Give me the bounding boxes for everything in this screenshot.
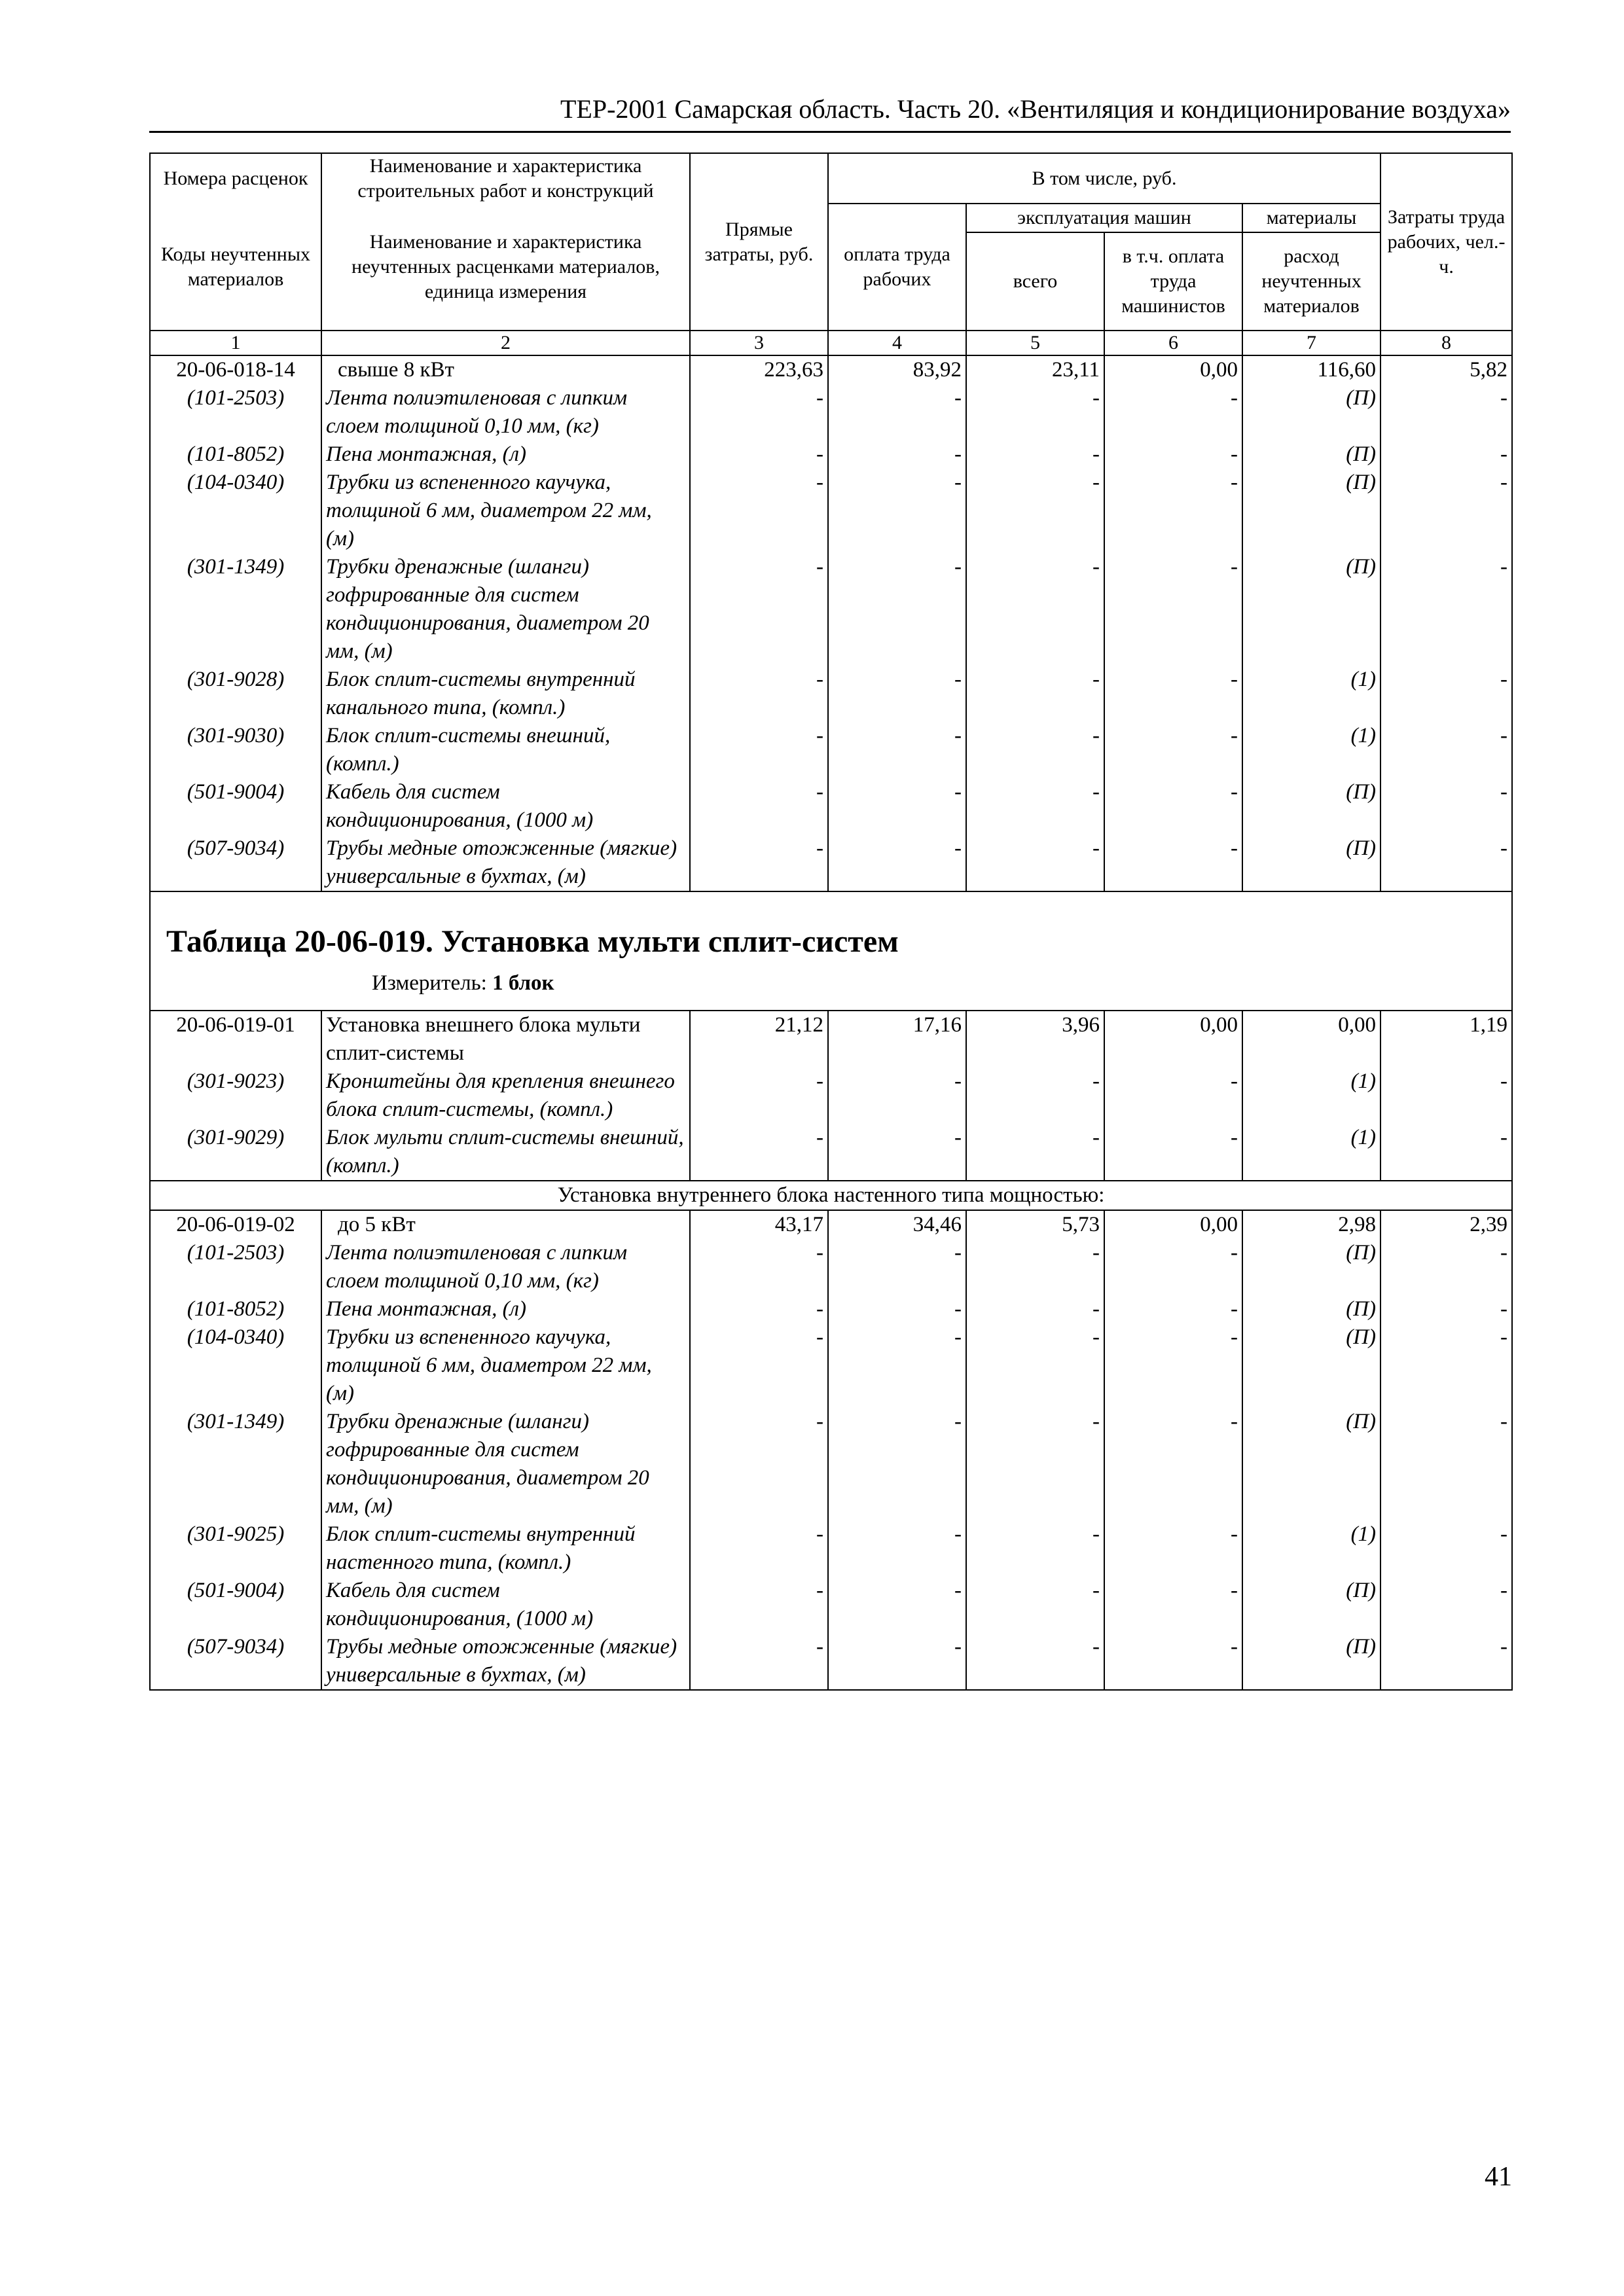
direct-costs-value: - — [690, 778, 828, 834]
materials-value: (П) — [1242, 469, 1380, 553]
labor-pay-value: - — [828, 384, 966, 440]
table-row-material — [150, 384, 1512, 440]
materials-value: (П) — [1242, 384, 1380, 440]
machines-total-value: - — [966, 1633, 1104, 1690]
col-number: 3 — [690, 331, 828, 355]
machines-operators-value: - — [1104, 1408, 1242, 1520]
direct-costs-value: - — [690, 1067, 828, 1124]
machines-operators-value: - — [1104, 1295, 1242, 1323]
labor-costs-value: - — [1380, 1577, 1512, 1633]
table-row-material — [150, 1323, 1512, 1408]
rate-code: (501-9004) — [150, 778, 321, 834]
machines-total-value: - — [966, 1408, 1104, 1520]
labor-costs-value: - — [1380, 1239, 1512, 1295]
direct-costs-value: - — [690, 1124, 828, 1181]
direct-costs-value: - — [690, 440, 828, 469]
labor-pay-value: - — [828, 469, 966, 553]
direct-costs-value: - — [690, 834, 828, 891]
rate-code: (301-9028) — [150, 666, 321, 722]
work-name: Кабель для систем кондиционирования, (1000 м) — [321, 778, 690, 834]
rate-code: (301-9029) — [150, 1124, 321, 1181]
machines-operators-value: - — [1104, 778, 1242, 834]
rate-code: (507-9034) — [150, 1633, 321, 1690]
labor-pay-value: - — [828, 722, 966, 778]
table-row-material — [150, 722, 1512, 778]
direct-costs-value: - — [690, 469, 828, 553]
table-row-material — [150, 666, 1512, 722]
machines-operators-value: - — [1104, 1239, 1242, 1295]
labor-costs-value: - — [1380, 778, 1512, 834]
unit-label: Измеритель: — [372, 971, 487, 995]
labor-pay-value: 34,46 — [828, 1210, 966, 1239]
machines-operators-value: - — [1104, 722, 1242, 778]
labor-pay-value: - — [828, 834, 966, 891]
labor-pay-value: - — [828, 666, 966, 722]
table-row-material — [150, 1124, 1512, 1181]
rate-code: (301-9025) — [150, 1520, 321, 1577]
labor-costs-value: - — [1380, 1067, 1512, 1124]
head-labor-pay: оплата труда рабочих — [828, 204, 966, 331]
rate-code: (301-9030) — [150, 722, 321, 778]
col-number: 7 — [1242, 331, 1380, 355]
rate-code: (301-1349) — [150, 553, 321, 666]
direct-costs-value: - — [690, 1577, 828, 1633]
head-col1-bottom: Коды неучтенных материалов — [150, 204, 321, 331]
col-number: 2 — [321, 331, 690, 355]
rate-code: (101-2503) — [150, 1239, 321, 1295]
running-header-text: ТЕР-2001 Самарская область. Часть 20. «Вентиляция и кондиционирование воздуха» — [560, 94, 1511, 124]
block-20-06-018-14 — [150, 355, 1512, 891]
direct-costs-value: - — [690, 666, 828, 722]
labor-costs-value: - — [1380, 1295, 1512, 1323]
table-row-material — [150, 834, 1512, 891]
block-20-06-019-01 — [150, 1011, 1512, 1181]
labor-costs-value: - — [1380, 1520, 1512, 1577]
machines-total-value: - — [966, 469, 1104, 553]
work-name: Пена монтажная, (л) — [321, 440, 690, 469]
work-name: Трубы медные отожженные (мягкие) универсальные в бухтах, (м) — [321, 1633, 690, 1690]
table-row-material — [150, 1067, 1512, 1124]
direct-costs-value: - — [690, 1295, 828, 1323]
head-materials: материалы — [1242, 204, 1380, 232]
table-row-material — [150, 1520, 1512, 1577]
labor-pay-value: - — [828, 1295, 966, 1323]
section-block — [150, 1181, 1512, 1210]
table-row-material — [150, 469, 1512, 553]
labor-pay-value: - — [828, 1408, 966, 1520]
machines-operators-value: - — [1104, 553, 1242, 666]
machines-total-value: 23,11 — [966, 355, 1104, 384]
block-20-06-019-02 — [150, 1210, 1512, 1690]
table-title-cell — [150, 891, 1512, 1011]
labor-pay-value: 83,92 — [828, 355, 966, 384]
materials-value: (1) — [1242, 722, 1380, 778]
work-name: Кронштейны для крепления внешнего блока сплит-системы, (компл.) — [321, 1067, 690, 1124]
direct-costs-value: - — [690, 1408, 828, 1520]
rate-code: (104-0340) — [150, 1323, 321, 1408]
work-name: Кабель для систем кондиционирования, (1000 м) — [321, 1577, 690, 1633]
table-unit — [151, 960, 1511, 997]
head-col2-top: Наименование и характеристика строительных работ и конструкций — [321, 153, 690, 204]
labor-pay-value: - — [828, 1239, 966, 1295]
col-number: 6 — [1104, 331, 1242, 355]
rate-code: (501-9004) — [150, 1577, 321, 1633]
materials-value: 116,60 — [1242, 355, 1380, 384]
work-name: Пена монтажная, (л) — [321, 1295, 690, 1323]
labor-costs-value: - — [1380, 440, 1512, 469]
machines-total-value: - — [966, 722, 1104, 778]
table-row-material — [150, 1239, 1512, 1295]
unit-value: 1 блок — [492, 971, 554, 995]
rate-code: (301-9023) — [150, 1067, 321, 1124]
table-row-material — [150, 1633, 1512, 1690]
machines-total-value: - — [966, 1295, 1104, 1323]
table-title-block — [150, 891, 1512, 1011]
table-row-material — [150, 778, 1512, 834]
labor-costs-value: - — [1380, 1323, 1512, 1408]
head-machines-operators: в т.ч. оплата труда машинистов — [1104, 232, 1242, 331]
machines-operators-value: - — [1104, 834, 1242, 891]
labor-pay-value: 17,16 — [828, 1011, 966, 1067]
work-name: Блок сплит-системы внешний, (компл.) — [321, 722, 690, 778]
materials-value: (П) — [1242, 1323, 1380, 1408]
work-name: Трубки из вспененного каучука, толщиной 6 мм, диаметром 22 мм, (м) — [321, 1323, 690, 1408]
work-name: Трубки из вспененного каучука, толщиной 6 мм, диаметром 22 мм, (м) — [321, 469, 690, 553]
rate-code: (101-8052) — [150, 1295, 321, 1323]
machines-operators-value: 0,00 — [1104, 1210, 1242, 1239]
machines-operators-value: - — [1104, 1124, 1242, 1181]
table-title: Таблица 20-06-019. Установка мульти сплит-систем — [166, 924, 899, 959]
labor-costs-value: - — [1380, 666, 1512, 722]
labor-costs-value: 5,82 — [1380, 355, 1512, 384]
machines-total-value: - — [966, 778, 1104, 834]
table-row-material — [150, 553, 1512, 666]
head-materials-unaccounted: расход неучтенных материалов — [1242, 232, 1380, 331]
machines-total-value: - — [966, 834, 1104, 891]
labor-costs-value: - — [1380, 1124, 1512, 1181]
materials-value: 0,00 — [1242, 1011, 1380, 1067]
rate-code: (101-8052) — [150, 440, 321, 469]
col-number: 1 — [150, 331, 321, 355]
materials-value: (1) — [1242, 666, 1380, 722]
machines-operators-value: - — [1104, 1577, 1242, 1633]
materials-value: (1) — [1242, 1067, 1380, 1124]
labor-pay-value: - — [828, 1323, 966, 1408]
table-row-main — [150, 1210, 1512, 1239]
machines-total-value: 5,73 — [966, 1210, 1104, 1239]
machines-operators-value: - — [1104, 384, 1242, 440]
head-direct-costs: Прямые затраты, руб. — [690, 153, 828, 331]
machines-operators-value: - — [1104, 666, 1242, 722]
labor-costs-value: - — [1380, 469, 1512, 553]
labor-pay-value: - — [828, 1520, 966, 1577]
work-name: Блок сплит-системы внутренний канального типа, (компл.) — [321, 666, 690, 722]
work-name: Трубки дренажные (шланги) гофрированные для систем кондиционирования, диаметром 20 мм, (м) — [321, 1408, 690, 1520]
rate-code: (301-1349) — [150, 1408, 321, 1520]
col-number: 5 — [966, 331, 1104, 355]
machines-total-value: - — [966, 1067, 1104, 1124]
direct-costs-value: - — [690, 1239, 828, 1295]
labor-pay-value: - — [828, 553, 966, 666]
machines-total-value: - — [966, 1520, 1104, 1577]
direct-costs-value: 223,63 — [690, 355, 828, 384]
col-number: 8 — [1380, 331, 1512, 355]
direct-costs-value: - — [690, 553, 828, 666]
materials-value: (1) — [1242, 1520, 1380, 1577]
machines-total-value: - — [966, 553, 1104, 666]
labor-costs-value: - — [1380, 384, 1512, 440]
materials-value: (П) — [1242, 834, 1380, 891]
direct-costs-value: - — [690, 1323, 828, 1408]
head-machines: эксплуатация машин — [966, 204, 1242, 232]
col-number: 4 — [828, 331, 966, 355]
machines-operators-value: 0,00 — [1104, 355, 1242, 384]
machines-total-value: - — [966, 666, 1104, 722]
table-row-main — [150, 1011, 1512, 1067]
labor-pay-value: - — [828, 1577, 966, 1633]
labor-pay-value: - — [828, 440, 966, 469]
materials-value: 2,98 — [1242, 1210, 1380, 1239]
work-name: Лента полиэтиленовая с липким слоем толщиной 0,10 мм, (кг) — [321, 384, 690, 440]
rate-code: (507-9034) — [150, 834, 321, 891]
machines-total-value: - — [966, 1577, 1104, 1633]
direct-costs-value: 43,17 — [690, 1210, 828, 1239]
rate-code: 20-06-018-14 — [150, 355, 321, 384]
work-name: Установка внешнего блока мульти сплит-системы — [321, 1011, 690, 1067]
rate-code: 20-06-019-02 — [150, 1210, 321, 1239]
work-name: до 5 кВт — [321, 1210, 690, 1239]
materials-value: (П) — [1242, 440, 1380, 469]
machines-operators-value: - — [1104, 1067, 1242, 1124]
materials-value: (П) — [1242, 553, 1380, 666]
labor-costs-value: 1,19 — [1380, 1011, 1512, 1067]
running-header — [149, 90, 1511, 133]
materials-value: (П) — [1242, 1408, 1380, 1520]
section-title: Установка внутреннего блока настенного типа мощностью: — [150, 1181, 1512, 1210]
head-machines-total: всего — [966, 232, 1104, 331]
machines-total-value: - — [966, 1323, 1104, 1408]
work-name: свыше 8 кВт — [321, 355, 690, 384]
direct-costs-value: - — [690, 384, 828, 440]
machines-total-value: - — [966, 1124, 1104, 1181]
labor-costs-value: - — [1380, 722, 1512, 778]
work-name: Лента полиэтиленовая с липким слоем толщиной 0,10 мм, (кг) — [321, 1239, 690, 1295]
table-head — [150, 153, 1512, 355]
materials-value: (1) — [1242, 1124, 1380, 1181]
labor-costs-value: 2,39 — [1380, 1210, 1512, 1239]
table-row-main — [150, 355, 1512, 384]
labor-pay-value: - — [828, 778, 966, 834]
table-row-material — [150, 1577, 1512, 1633]
machines-operators-value: - — [1104, 1633, 1242, 1690]
materials-value: (П) — [1242, 778, 1380, 834]
head-including: В том числе, руб. — [828, 153, 1380, 204]
machines-operators-value: - — [1104, 1323, 1242, 1408]
table-row-material — [150, 1408, 1512, 1520]
table-row-material — [150, 440, 1512, 469]
direct-costs-value: - — [690, 1633, 828, 1690]
machines-total-value: - — [966, 1239, 1104, 1295]
work-name: Трубки дренажные (шланги) гофрированные для систем кондиционирования, диаметром 20 мм, (м) — [321, 553, 690, 666]
direct-costs-value: - — [690, 722, 828, 778]
machines-operators-value: - — [1104, 440, 1242, 469]
head-col1-top: Номера расценок — [150, 153, 321, 204]
labor-pay-value: - — [828, 1124, 966, 1181]
work-name: Трубы медные отожженные (мягкие) универсальные в бухтах, (м) — [321, 834, 690, 891]
machines-operators-value: - — [1104, 1520, 1242, 1577]
labor-costs-value: - — [1380, 1633, 1512, 1690]
machines-operators-value: 0,00 — [1104, 1011, 1242, 1067]
work-name: Блок мульти сплит-системы внешний, (компл.) — [321, 1124, 690, 1181]
page-number: 41 — [1485, 2162, 1512, 2192]
machines-operators-value: - — [1104, 469, 1242, 553]
direct-costs-value: 21,12 — [690, 1011, 828, 1067]
machines-total-value: - — [966, 440, 1104, 469]
labor-pay-value: - — [828, 1067, 966, 1124]
head-labor-costs: Затраты труда рабочих, чел.-ч. — [1380, 153, 1512, 331]
price-table — [149, 152, 1513, 1691]
labor-pay-value: - — [828, 1633, 966, 1690]
machines-total-value: - — [966, 384, 1104, 440]
machines-total-value: 3,96 — [966, 1011, 1104, 1067]
materials-value: (П) — [1242, 1295, 1380, 1323]
labor-costs-value: - — [1380, 553, 1512, 666]
materials-value: (П) — [1242, 1577, 1380, 1633]
labor-costs-value: - — [1380, 834, 1512, 891]
materials-value: (П) — [1242, 1633, 1380, 1690]
rate-code: 20-06-019-01 — [150, 1011, 321, 1067]
work-name: Блок сплит-системы внутренний настенного типа, (компл.) — [321, 1520, 690, 1577]
rate-code: (104-0340) — [150, 469, 321, 553]
column-numbers — [150, 331, 1512, 355]
rate-code: (101-2503) — [150, 384, 321, 440]
head-col2-bottom: Наименование и характеристика неучтенных расценками материалов, единица измерения — [321, 204, 690, 331]
materials-value: (П) — [1242, 1239, 1380, 1295]
labor-costs-value: - — [1380, 1408, 1512, 1520]
table-row-material — [150, 1295, 1512, 1323]
direct-costs-value: - — [690, 1520, 828, 1577]
